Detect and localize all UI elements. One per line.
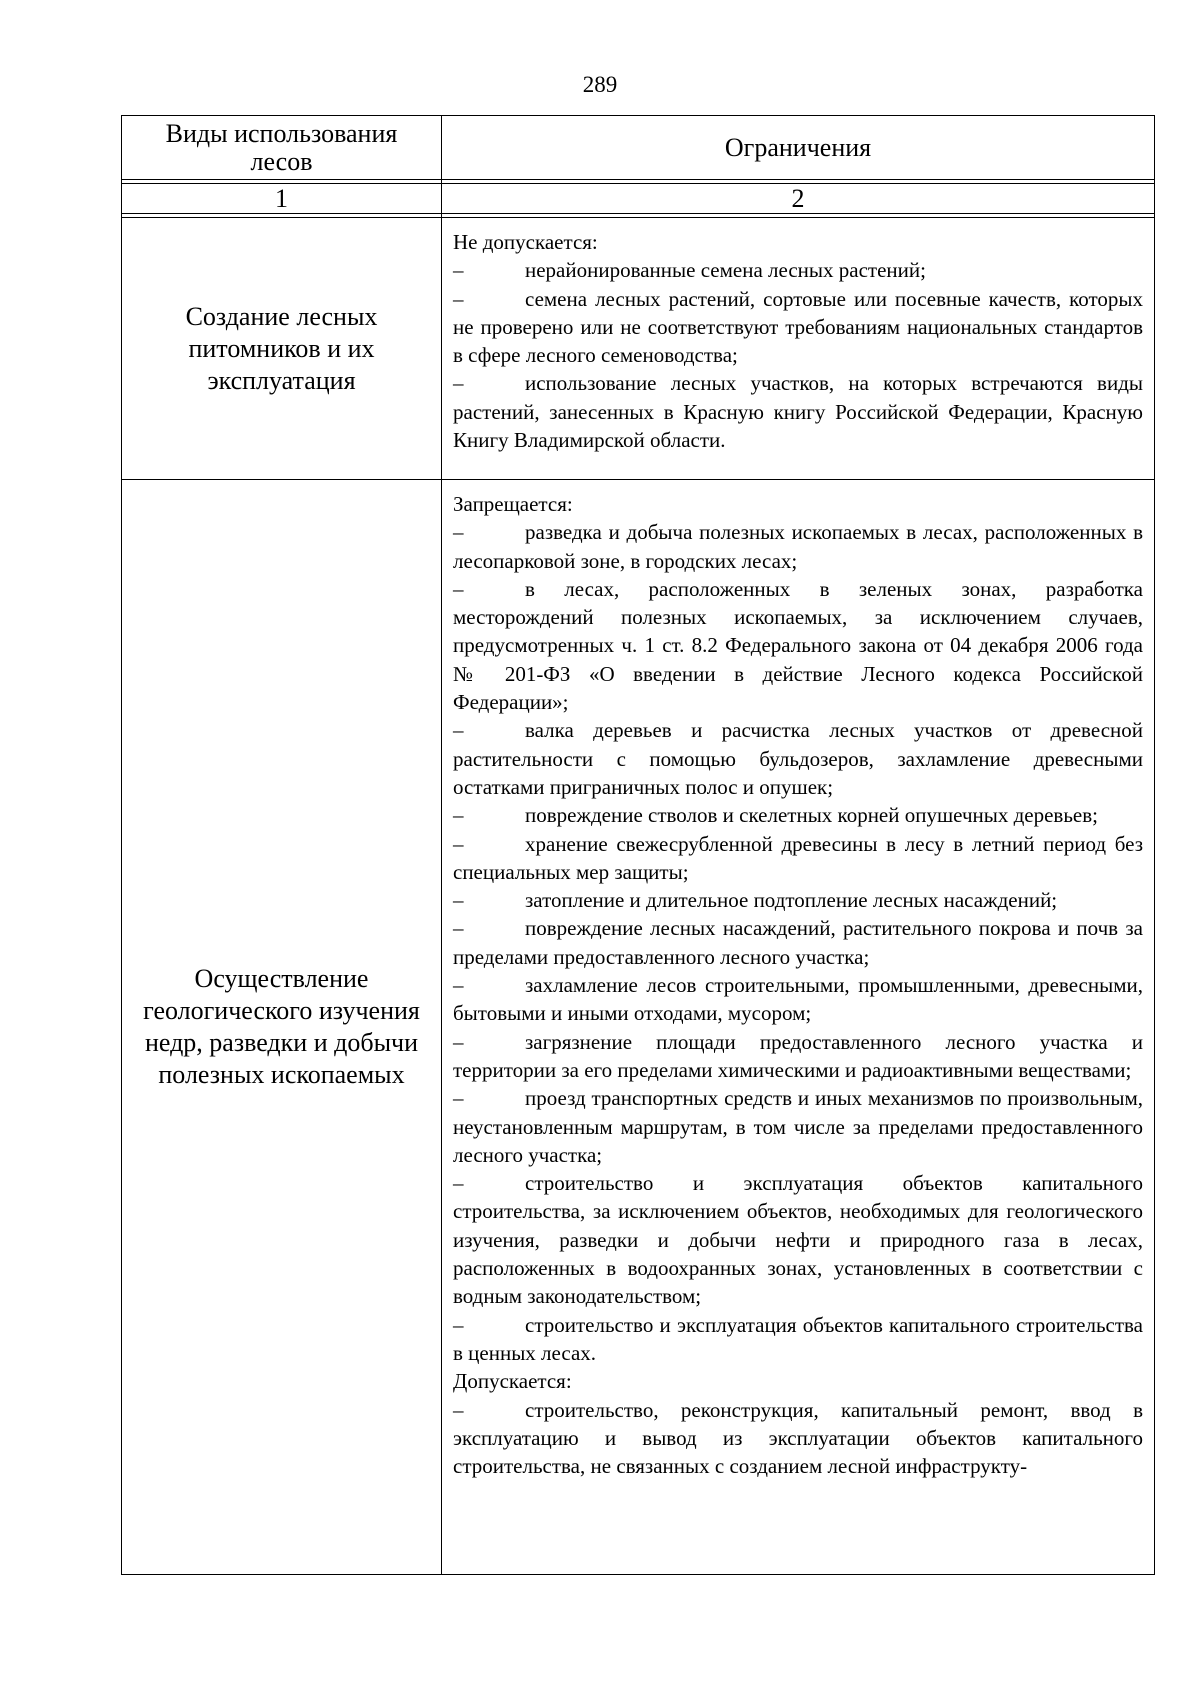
restrictions-table <box>121 115 1155 1575</box>
restriction-item: – строительство и эксплуатация объектов капитального строительства в ценных лесах. <box>453 1312 1143 1365</box>
table-row <box>122 218 1155 480</box>
restriction-item: – затопление и длительное подтопление лесных насаждений; <box>453 888 1058 913</box>
table-header-row <box>122 116 1155 180</box>
header-restrictions: Ограничения <box>442 116 1155 180</box>
restriction-item: – использование лесных участков, на которых встречаются виды растений, занесенных в Красную книгу Российской Федерации, Красную Книгу Владимирской области. <box>453 371 1143 453</box>
restrictions-nurseries <box>442 218 1155 480</box>
column-number-row <box>122 184 1155 214</box>
column-number-2: 2 <box>442 184 1155 214</box>
restriction-item: – строительство и эксплуатация объектов капитального строительства, за исключением объектов, необходимых для геологического изучения, разведки и добычи нефти и природного газа в лесах, расположенных в водоохранных зонах, установленных в соответствии с водным законодательством; <box>453 1171 1143 1309</box>
restriction-item: – валка деревьев и расчистка лесных участков от древесной растительности с помощью бульдозеров, захламление древесными остатками приграничных полос и опушек; <box>453 718 1143 799</box>
column-number-1: 1 <box>122 184 442 214</box>
restriction-item: – семена лесных растений, сортовые или посевные качеств, которых не проверено или не соответствуют требованиям национальных стандартов в сфере лесного семеноводства; <box>453 286 1143 368</box>
restriction-item: – в лесах, расположенных в зеленых зонах, разработка месторождений полезных ископаемых, за исключением случаев, предусмотренных ч. 1 ст. 8.2 Федерального закона от 04 декабря 2006 года № 201-ФЗ «О введении в действие Лесного кодекса Российской Федерации»; <box>453 576 1143 715</box>
restriction-intro: Запрещается: <box>453 492 573 516</box>
restriction-item: – повреждение лесных насаждений, растительного покрова и почв за пределами предоставленного лесного участка; <box>453 916 1143 969</box>
page-number: 289 <box>582 72 618 97</box>
restrictions-geology <box>442 480 1155 1575</box>
permission-intro: Допускается: <box>453 1369 572 1394</box>
restriction-item: – загрязнение площади предоставленного лесного участка и территории за его пределами химическими и радиоактивными веществами; <box>453 1029 1143 1082</box>
restriction-item: – хранение свежесрубленной древесины в лесу в летний период без специальных мер защиты; <box>453 831 1143 884</box>
header-forest-use-types: Виды использования лесов <box>122 116 442 180</box>
restriction-item: – повреждение стволов и скелетных корней опушечных деревьев; <box>453 803 1098 828</box>
restriction-item: – проезд транспортных средств и иных механизмов по произвольным, неустановленным маршрутам, в том числе за пределами предоставленного лесного участка; <box>453 1086 1143 1167</box>
forest-use-type-geology: Осуществление геологического изучения недр, разведки и добычи полезных ископаемых <box>122 480 442 1575</box>
restriction-item: – нерайонированные семена лесных растений; <box>453 258 926 283</box>
restriction-intro: Не допускается: <box>453 230 598 254</box>
restriction-item: – разведка и добыча полезных ископаемых в лесах, расположенных в лесопарковой зоне, в городских лесах; <box>453 520 1143 573</box>
forest-use-type-nurseries: Создание лесных питомников и их эксплуатация <box>122 218 442 480</box>
permission-item: – строительство, реконструкция, капитальный ремонт, ввод в эксплуатацию и вывод из эксплуатации объектов капитального строительства, не связанных с созданием лесной инфраструкту- <box>453 1397 1143 1479</box>
restriction-item: – захламление лесов строительными, промышленными, древесными, бытовыми и иными отходами, мусором; <box>453 973 1143 1026</box>
table-row <box>122 480 1155 1575</box>
